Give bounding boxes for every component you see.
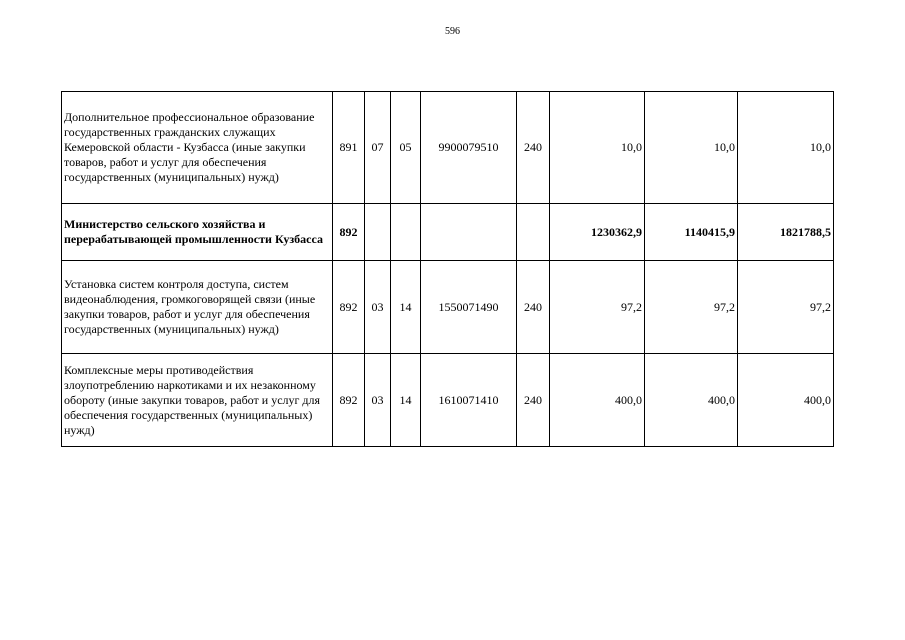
target-article-cell	[421, 204, 517, 261]
budget-table	[61, 91, 834, 447]
amount-year2-cell: 1140415,9	[645, 204, 738, 261]
expense-type-cell: 240	[517, 261, 550, 354]
table-row	[62, 261, 834, 354]
amount-year3-cell: 1821788,5	[738, 204, 834, 261]
amount-year3-cell: 400,0	[738, 354, 834, 447]
grbs-code-cell: 892	[333, 261, 365, 354]
amount-year2-cell: 97,2	[645, 261, 738, 354]
amount-year1-cell: 97,2	[550, 261, 645, 354]
table-row	[62, 92, 834, 204]
row-name-cell: Министерство сельского хозяйства и перерабатывающей промышленности Кузбасса	[62, 204, 333, 261]
grbs-code-cell: 892	[333, 204, 365, 261]
row-name-cell: Комплексные меры противодействия злоупотреблению наркотиками и их незаконному обороту (иные закупки товаров, работ и услуг для обеспечения государственных (муниципальных) нужд)	[62, 354, 333, 447]
grbs-code-cell: 892	[333, 354, 365, 447]
page-number: 596	[445, 26, 460, 37]
section-code-cell	[365, 204, 391, 261]
amount-year3-cell: 10,0	[738, 92, 834, 204]
row-name-cell: Установка систем контроля доступа, систем видеонаблюдения, громкоговорящей связи (иные закупки товаров, работ и услуг для обеспечения государственных (муниципальных) нужд)	[62, 261, 333, 354]
subsection-code-cell: 14	[391, 354, 421, 447]
subsection-code-cell: 14	[391, 261, 421, 354]
grbs-code-cell: 891	[333, 92, 365, 204]
amount-year3-cell: 97,2	[738, 261, 834, 354]
amount-year1-cell: 10,0	[550, 92, 645, 204]
amount-year2-cell: 400,0	[645, 354, 738, 447]
amount-year1-cell: 1230362,9	[550, 204, 645, 261]
expense-type-cell: 240	[517, 354, 550, 447]
expense-type-cell: 240	[517, 92, 550, 204]
subsection-code-cell: 05	[391, 92, 421, 204]
expense-type-cell	[517, 204, 550, 261]
table-row	[62, 354, 834, 447]
amount-year2-cell: 10,0	[645, 92, 738, 204]
table-row	[62, 204, 834, 261]
section-code-cell: 03	[365, 261, 391, 354]
amount-year1-cell: 400,0	[550, 354, 645, 447]
section-code-cell: 03	[365, 354, 391, 447]
subsection-code-cell	[391, 204, 421, 261]
target-article-cell: 1610071410	[421, 354, 517, 447]
row-name-cell: Дополнительное профессиональное образование государственных гражданских служащих Кемеровской области - Кузбасса (иные закупки товаров, работ и услуг для обеспечения государственных (муниципальных) нужд)	[62, 92, 333, 204]
target-article-cell: 1550071490	[421, 261, 517, 354]
section-code-cell: 07	[365, 92, 391, 204]
target-article-cell: 9900079510	[421, 92, 517, 204]
